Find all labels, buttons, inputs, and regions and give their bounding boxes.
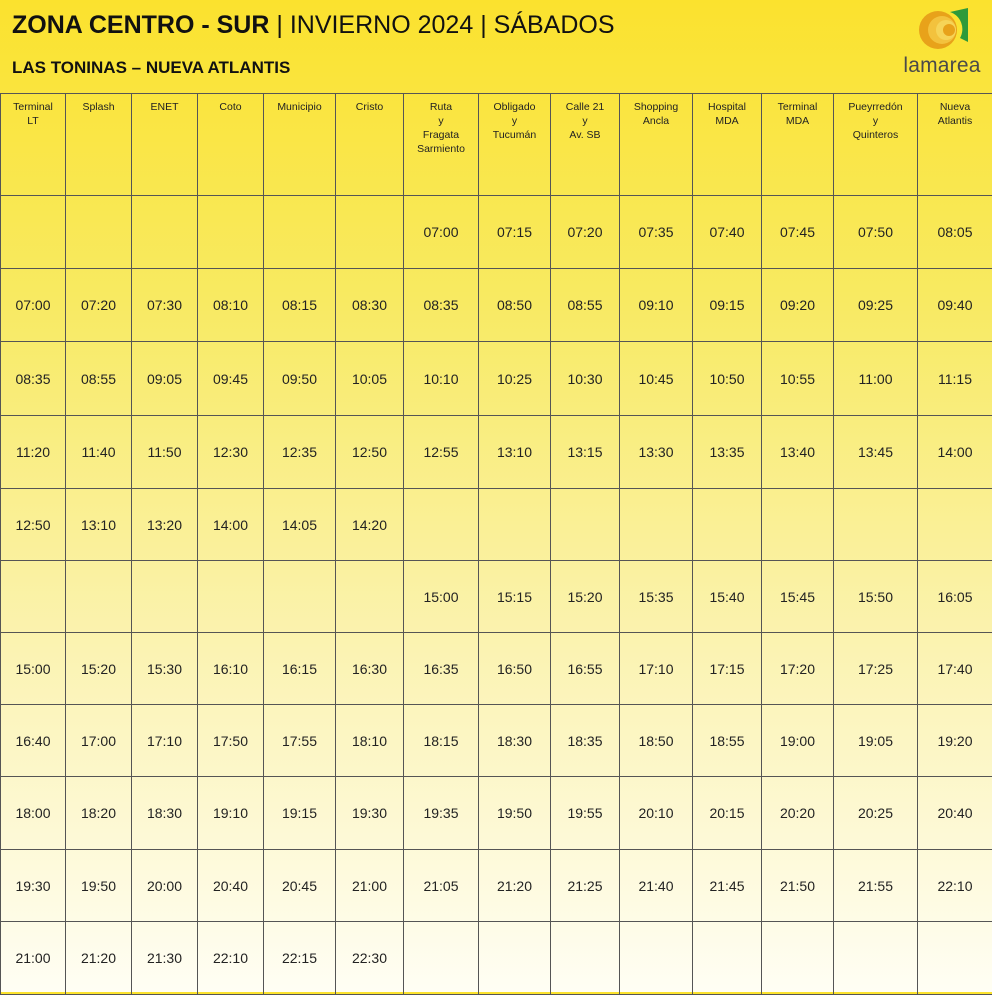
time-cell: 17:15 xyxy=(693,633,762,705)
route-name: LAS TONINAS – NUEVA ATLANTIS xyxy=(12,58,290,78)
time-cell: 15:00 xyxy=(1,633,66,705)
logo-wordmark: lamarea xyxy=(900,54,984,78)
column-header xyxy=(66,94,132,196)
time-cell: 07:40 xyxy=(693,196,762,269)
time-cell: 10:45 xyxy=(620,342,693,416)
time-cell: 15:30 xyxy=(132,633,198,705)
time-cell: 07:15 xyxy=(479,196,551,269)
table-row xyxy=(1,196,992,269)
time-cell: 16:55 xyxy=(551,633,620,705)
time-cell: 18:15 xyxy=(404,705,479,777)
time-cell: 19:05 xyxy=(834,705,918,777)
time-cell: 21:45 xyxy=(693,850,762,922)
time-cell: 21:05 xyxy=(404,850,479,922)
time-cell: 08:10 xyxy=(198,269,264,342)
column-header xyxy=(336,94,404,196)
time-cell xyxy=(551,489,620,561)
time-cell: 16:05 xyxy=(918,561,992,633)
table-row xyxy=(1,416,992,489)
time-cell: 13:45 xyxy=(834,416,918,489)
time-cell: 21:20 xyxy=(479,850,551,922)
time-cell: 18:30 xyxy=(479,705,551,777)
wave-logo-icon xyxy=(916,8,968,54)
title-separator: | xyxy=(276,11,283,39)
time-cell: 15:40 xyxy=(693,561,762,633)
time-cell: 07:00 xyxy=(1,269,66,342)
column-header-line: Ruta xyxy=(404,100,478,114)
time-cell xyxy=(693,922,762,995)
column-header-line: Coto xyxy=(198,100,263,114)
time-cell: 19:15 xyxy=(264,777,336,850)
schedule-table xyxy=(0,93,992,995)
time-cell: 17:50 xyxy=(198,705,264,777)
time-cell: 13:35 xyxy=(693,416,762,489)
time-cell: 20:25 xyxy=(834,777,918,850)
time-cell: 09:40 xyxy=(918,269,992,342)
time-cell xyxy=(132,196,198,269)
time-cell: 13:40 xyxy=(762,416,834,489)
column-header-line: Hospital xyxy=(693,100,761,114)
time-cell: 21:25 xyxy=(551,850,620,922)
column-header xyxy=(264,94,336,196)
table-body xyxy=(1,196,992,995)
time-cell xyxy=(198,196,264,269)
time-cell: 20:20 xyxy=(762,777,834,850)
time-cell: 17:10 xyxy=(620,633,693,705)
table-row xyxy=(1,489,992,561)
time-cell: 15:45 xyxy=(762,561,834,633)
time-cell xyxy=(198,561,264,633)
time-cell: 08:30 xyxy=(336,269,404,342)
time-cell: 11:00 xyxy=(834,342,918,416)
time-cell: 16:10 xyxy=(198,633,264,705)
time-cell: 15:15 xyxy=(479,561,551,633)
time-cell: 22:15 xyxy=(264,922,336,995)
time-cell xyxy=(66,561,132,633)
time-cell: 16:15 xyxy=(264,633,336,705)
time-cell: 19:50 xyxy=(479,777,551,850)
column-header-line: y xyxy=(834,114,917,128)
time-cell: 21:30 xyxy=(132,922,198,995)
time-cell: 22:10 xyxy=(198,922,264,995)
time-cell: 15:50 xyxy=(834,561,918,633)
time-cell: 10:30 xyxy=(551,342,620,416)
time-cell xyxy=(620,489,693,561)
column-header-line: Obligado xyxy=(479,100,550,114)
time-cell: 07:45 xyxy=(762,196,834,269)
column-header-line: Quinteros xyxy=(834,128,917,142)
time-cell: 15:20 xyxy=(66,633,132,705)
time-cell: 18:35 xyxy=(551,705,620,777)
time-cell xyxy=(762,489,834,561)
time-cell: 19:35 xyxy=(404,777,479,850)
time-cell: 09:45 xyxy=(198,342,264,416)
time-cell: 19:30 xyxy=(336,777,404,850)
time-cell: 21:40 xyxy=(620,850,693,922)
table-row xyxy=(1,777,992,850)
time-cell xyxy=(264,196,336,269)
column-header-line: y xyxy=(551,114,619,128)
time-cell: 15:20 xyxy=(551,561,620,633)
time-cell: 12:30 xyxy=(198,416,264,489)
time-cell: 17:55 xyxy=(264,705,336,777)
time-cell xyxy=(132,561,198,633)
time-cell xyxy=(620,922,693,995)
column-header-line: Terminal xyxy=(762,100,833,114)
time-cell: 21:00 xyxy=(1,922,66,995)
time-cell: 07:20 xyxy=(551,196,620,269)
column-header xyxy=(132,94,198,196)
time-cell: 13:30 xyxy=(620,416,693,489)
column-header-line: Calle 21 xyxy=(551,100,619,114)
column-header-line: Sarmiento xyxy=(404,142,478,156)
time-cell: 08:50 xyxy=(479,269,551,342)
time-cell xyxy=(551,922,620,995)
time-cell: 17:25 xyxy=(834,633,918,705)
time-cell xyxy=(479,489,551,561)
time-cell: 08:05 xyxy=(918,196,992,269)
time-cell: 10:25 xyxy=(479,342,551,416)
time-cell: 10:10 xyxy=(404,342,479,416)
time-cell: 20:10 xyxy=(620,777,693,850)
time-cell: 07:35 xyxy=(620,196,693,269)
time-cell xyxy=(693,489,762,561)
time-cell: 20:40 xyxy=(918,777,992,850)
column-header-line: Tucumán xyxy=(479,128,550,142)
time-cell: 09:25 xyxy=(834,269,918,342)
time-cell: 20:00 xyxy=(132,850,198,922)
table-row xyxy=(1,633,992,705)
time-cell: 14:05 xyxy=(264,489,336,561)
table-header-row xyxy=(1,94,992,196)
column-header-line: MDA xyxy=(762,114,833,128)
time-cell xyxy=(834,489,918,561)
time-cell: 19:20 xyxy=(918,705,992,777)
time-cell xyxy=(1,196,66,269)
time-cell xyxy=(66,196,132,269)
time-cell: 14:00 xyxy=(918,416,992,489)
column-header xyxy=(1,94,66,196)
time-cell: 10:50 xyxy=(693,342,762,416)
zone-name: ZONA CENTRO - SUR xyxy=(12,11,269,39)
time-cell: 12:55 xyxy=(404,416,479,489)
column-header-line: Atlantis xyxy=(918,114,992,128)
column-header-line: Nueva xyxy=(918,100,992,114)
time-cell: 16:50 xyxy=(479,633,551,705)
time-cell: 15:00 xyxy=(404,561,479,633)
time-cell xyxy=(479,922,551,995)
table-row xyxy=(1,269,992,342)
time-cell: 20:15 xyxy=(693,777,762,850)
time-cell: 22:10 xyxy=(918,850,992,922)
table-row xyxy=(1,922,992,995)
time-cell: 12:35 xyxy=(264,416,336,489)
time-cell: 07:50 xyxy=(834,196,918,269)
time-cell: 19:10 xyxy=(198,777,264,850)
day-label: SÁBADOS xyxy=(494,11,615,39)
time-cell: 11:15 xyxy=(918,342,992,416)
time-cell: 09:05 xyxy=(132,342,198,416)
time-cell: 07:30 xyxy=(132,269,198,342)
column-header-line: y xyxy=(479,114,550,128)
table-row xyxy=(1,705,992,777)
time-cell: 22:30 xyxy=(336,922,404,995)
column-header xyxy=(834,94,918,196)
time-cell: 19:55 xyxy=(551,777,620,850)
column-header-line: Fragata xyxy=(404,128,478,142)
column-header xyxy=(693,94,762,196)
time-cell: 19:30 xyxy=(1,850,66,922)
time-cell xyxy=(1,561,66,633)
time-cell: 10:55 xyxy=(762,342,834,416)
time-cell: 10:05 xyxy=(336,342,404,416)
time-cell xyxy=(834,922,918,995)
time-cell: 08:55 xyxy=(66,342,132,416)
time-cell: 13:10 xyxy=(66,489,132,561)
time-cell: 07:20 xyxy=(66,269,132,342)
time-cell: 17:00 xyxy=(66,705,132,777)
time-cell: 18:10 xyxy=(336,705,404,777)
column-header-line: Av. SB xyxy=(551,128,619,142)
time-cell: 21:50 xyxy=(762,850,834,922)
time-cell: 08:35 xyxy=(1,342,66,416)
column-header-line: Shopping xyxy=(620,100,692,114)
time-cell: 16:40 xyxy=(1,705,66,777)
column-header xyxy=(404,94,479,196)
time-cell: 18:50 xyxy=(620,705,693,777)
time-cell xyxy=(918,922,992,995)
time-cell: 13:15 xyxy=(551,416,620,489)
time-cell: 18:00 xyxy=(1,777,66,850)
column-header xyxy=(479,94,551,196)
time-cell: 09:10 xyxy=(620,269,693,342)
column-header xyxy=(918,94,992,196)
column-header-line: Ancla xyxy=(620,114,692,128)
column-header xyxy=(551,94,620,196)
time-cell: 09:50 xyxy=(264,342,336,416)
column-header xyxy=(620,94,693,196)
time-cell: 17:40 xyxy=(918,633,992,705)
time-cell: 16:30 xyxy=(336,633,404,705)
time-cell: 17:10 xyxy=(132,705,198,777)
time-cell xyxy=(336,561,404,633)
time-cell: 18:20 xyxy=(66,777,132,850)
time-cell: 14:00 xyxy=(198,489,264,561)
table-row xyxy=(1,342,992,416)
time-cell xyxy=(762,922,834,995)
time-cell: 18:30 xyxy=(132,777,198,850)
time-cell: 20:45 xyxy=(264,850,336,922)
time-cell: 16:35 xyxy=(404,633,479,705)
season-label: INVIERNO 2024 xyxy=(290,11,473,39)
lamarea-logo xyxy=(900,8,984,80)
time-cell: 21:00 xyxy=(336,850,404,922)
time-cell: 11:40 xyxy=(66,416,132,489)
time-cell: 12:50 xyxy=(1,489,66,561)
time-cell xyxy=(336,196,404,269)
time-cell xyxy=(918,489,992,561)
column-header-line: Terminal xyxy=(1,100,65,114)
page-header xyxy=(0,0,992,93)
time-cell: 14:20 xyxy=(336,489,404,561)
column-header-line: ENET xyxy=(132,100,197,114)
time-cell: 19:50 xyxy=(66,850,132,922)
time-cell: 21:55 xyxy=(834,850,918,922)
time-cell: 15:35 xyxy=(620,561,693,633)
column-header-line: Splash xyxy=(66,100,131,114)
column-header-line: LT xyxy=(1,114,65,128)
title-separator: | xyxy=(480,11,487,39)
time-cell: 07:00 xyxy=(404,196,479,269)
time-cell xyxy=(404,922,479,995)
time-cell: 19:00 xyxy=(762,705,834,777)
time-cell: 20:40 xyxy=(198,850,264,922)
time-cell: 08:35 xyxy=(404,269,479,342)
column-header-line: Municipio xyxy=(264,100,335,114)
column-header xyxy=(198,94,264,196)
time-cell: 12:50 xyxy=(336,416,404,489)
time-cell: 11:50 xyxy=(132,416,198,489)
table-row xyxy=(1,561,992,633)
time-cell: 08:15 xyxy=(264,269,336,342)
time-cell: 17:20 xyxy=(762,633,834,705)
column-header-line: Pueyrredón xyxy=(834,100,917,114)
column-header-line: y xyxy=(404,114,478,128)
time-cell: 21:20 xyxy=(66,922,132,995)
time-cell: 13:10 xyxy=(479,416,551,489)
table-row xyxy=(1,850,992,922)
column-header-line: MDA xyxy=(693,114,761,128)
column-header-line: Cristo xyxy=(336,100,403,114)
column-header xyxy=(762,94,834,196)
page-title xyxy=(12,10,615,40)
time-cell xyxy=(404,489,479,561)
time-cell: 08:55 xyxy=(551,269,620,342)
time-cell: 09:20 xyxy=(762,269,834,342)
time-cell: 11:20 xyxy=(1,416,66,489)
time-cell: 09:15 xyxy=(693,269,762,342)
time-cell: 13:20 xyxy=(132,489,198,561)
time-cell xyxy=(264,561,336,633)
time-cell: 18:55 xyxy=(693,705,762,777)
